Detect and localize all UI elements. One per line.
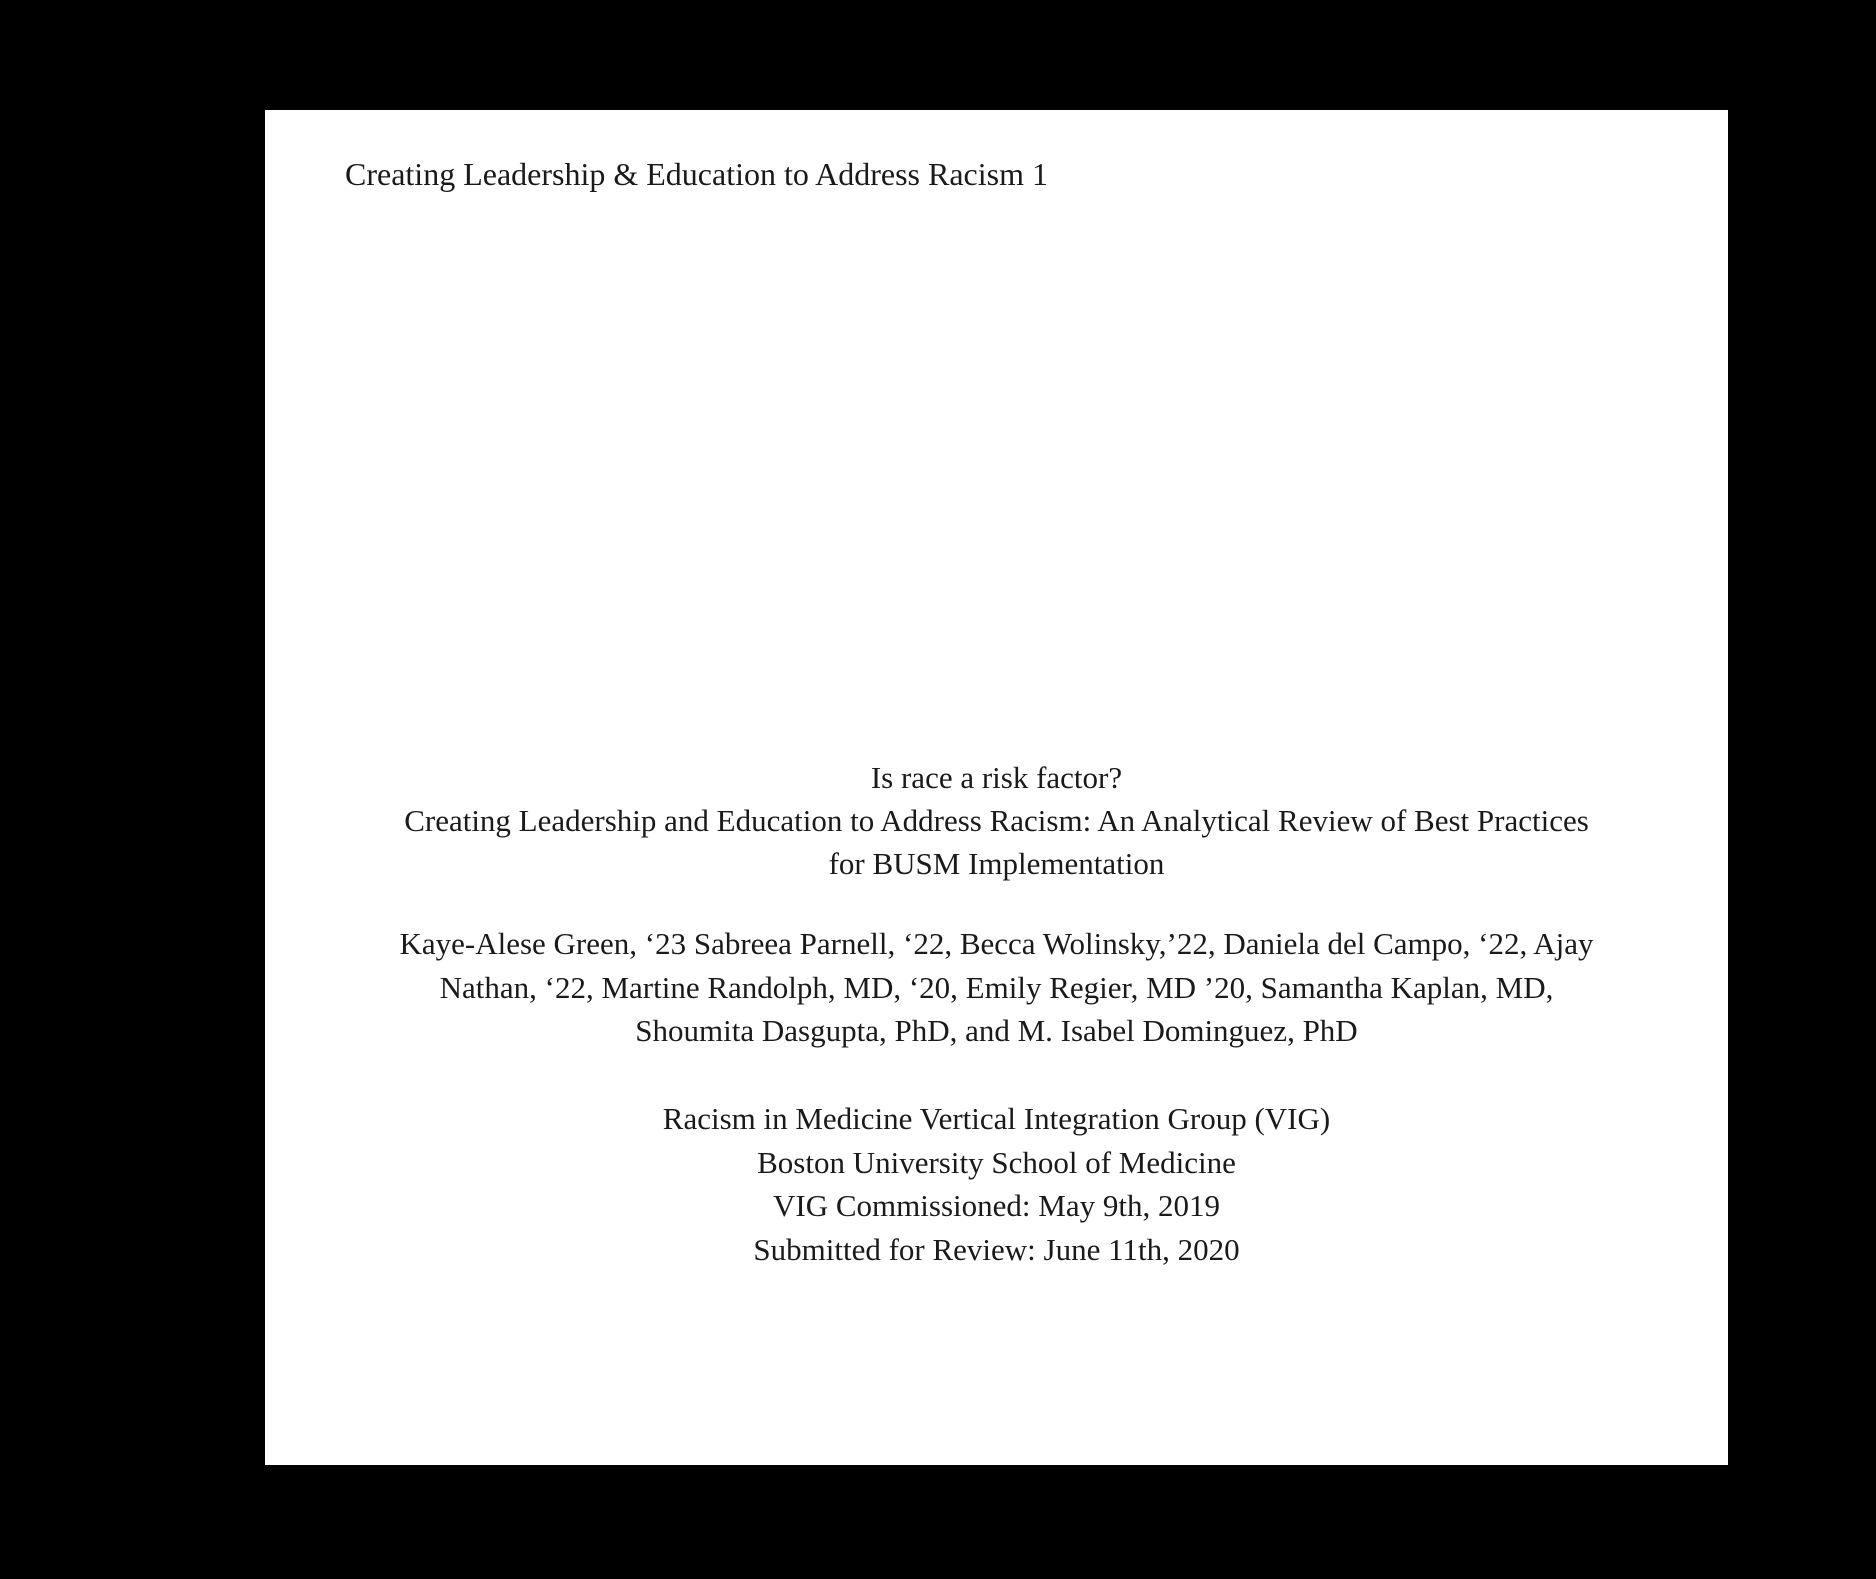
title-main-continued: for BUSM Implementation xyxy=(828,846,1165,881)
institution: Boston University School of Medicine xyxy=(757,1144,1236,1180)
title-block xyxy=(265,756,1728,885)
submitted-date: Submitted for Review: June 11th, 2020 xyxy=(753,1231,1240,1267)
author-line: Shoumita Dasgupta, PhD, and M. Isabel Dominguez, PhD xyxy=(635,1013,1358,1048)
author-list xyxy=(265,922,1728,1053)
document-page xyxy=(265,110,1728,1465)
affiliation-block xyxy=(265,1097,1728,1271)
title-main: Creating Leadership and Education to Address Racism: An Analytical Review of Best Practices xyxy=(404,803,1589,838)
author-line: Kaye-Alese Green, ‘23 Sabreea Parnell, ‘22, Becca Wolinsky,’22, Daniela del Campo, ‘22, Ajay xyxy=(399,926,1594,961)
group-name: Racism in Medicine Vertical Integration Group (VIG) xyxy=(662,1101,1331,1136)
running-head: Creating Leadership & Education to Address Racism 1 xyxy=(345,156,1048,192)
commissioned-date: VIG Commissioned: May 9th, 2019 xyxy=(773,1188,1220,1223)
author-line: Nathan, ‘22, Martine Randolph, MD, ‘20, Emily Regier, MD ’20, Samantha Kaplan, MD, xyxy=(439,969,1554,1005)
title-question: Is race a risk factor? xyxy=(870,760,1123,795)
